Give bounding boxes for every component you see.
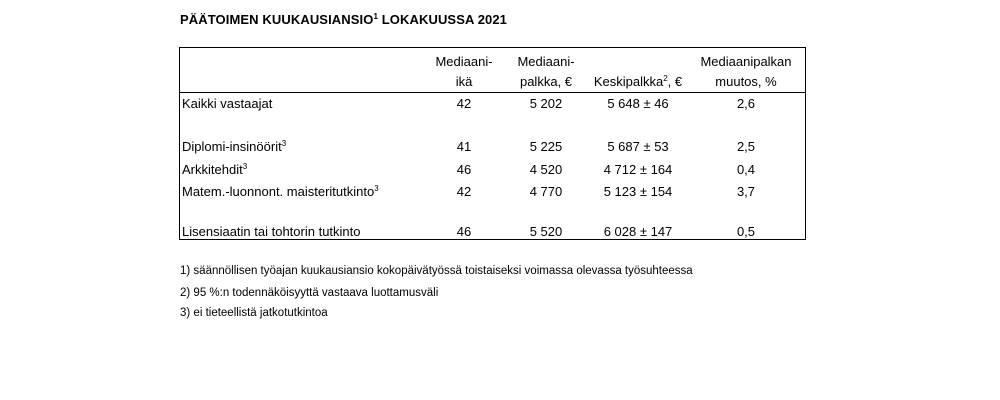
- row-label: Matem.-luonnont. maisteritutkinto$^3$: [182, 184, 379, 199]
- cell-age: 42: [456, 184, 472, 199]
- cell-mean-salary: 5 123 ± 154: [603, 184, 673, 199]
- header-mean-salary: Keskipalkka$^2$, €: [593, 74, 683, 89]
- cell-age: 41: [456, 139, 472, 154]
- header-age: Mediaani- ikä: [435, 54, 493, 89]
- header-divider: [180, 92, 805, 93]
- table-row: [180, 162, 805, 178]
- cell-change: 0,4: [736, 162, 756, 177]
- table-row: [180, 224, 805, 240]
- row-label: Diplomi-insinöörit$^3$: [182, 139, 287, 154]
- cell-median-salary: 5 520: [529, 224, 563, 239]
- cell-median-salary: 4 520: [529, 162, 563, 177]
- cell-median-salary: 5 202: [529, 96, 563, 111]
- cell-change: 2,5: [736, 139, 756, 154]
- table-row: [180, 96, 805, 112]
- header-change: Mediaanipalkan muutos, %: [700, 54, 792, 89]
- cell-mean-salary: 5 687 ± 53: [607, 139, 669, 154]
- cell-mean-salary: 5 648 ± 46: [607, 96, 669, 111]
- footnote-2: 2) 95 %:n todennäköisyyttä vastaava luottamusväli: [180, 287, 439, 299]
- cell-change: 0,5: [736, 224, 756, 239]
- salary-table: [179, 47, 806, 240]
- row-label: Kaikki vastaajat: [182, 96, 273, 111]
- cell-age: 42: [456, 96, 472, 111]
- header-median-salary: Mediaani- palkka, €: [517, 54, 575, 89]
- footnote-1: 1) säännöllisen työajan kuukausiansio kokopäivätyössä toistaiseksi voimassa olevassa työsuhteessa: [180, 265, 693, 277]
- cell-age: 46: [456, 224, 472, 239]
- cell-median-salary: 5 225: [529, 139, 563, 154]
- cell-median-salary: 4 770: [529, 184, 563, 199]
- footnote-3: 3) ei tieteellistä jatkotutkintoa: [180, 307, 328, 319]
- row-label: Arkkitehdit$^3$: [182, 162, 248, 177]
- cell-mean-salary: 6 028 ± 147: [603, 224, 673, 239]
- page-title: PÄÄTOIMEN KUUKAUSIANSIO$^1$ LOKAKUUSSA 2021: [180, 12, 508, 27]
- table-row: [180, 184, 805, 200]
- cell-change: 2,6: [736, 96, 756, 111]
- cell-age: 46: [456, 162, 472, 177]
- row-label: Lisensiaatin tai tohtorin tutkinto: [182, 224, 361, 239]
- cell-change: 3,7: [736, 184, 756, 199]
- table-row: [180, 139, 805, 155]
- cell-mean-salary: 4 712 ± 164: [603, 162, 673, 177]
